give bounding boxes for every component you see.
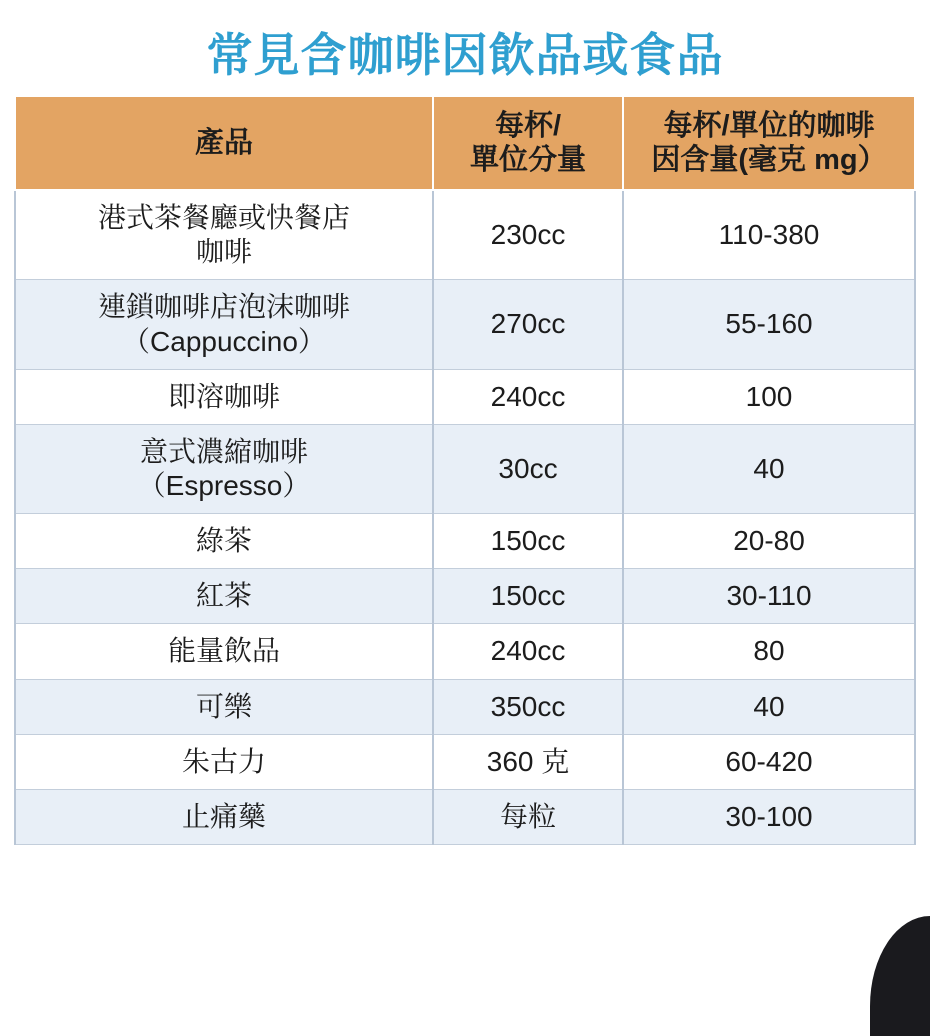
table-row: [15, 514, 915, 569]
page-title: 常見含咖啡因飲品或食品: [206, 29, 724, 81]
cell-product-line1: 能量飲品: [167, 635, 280, 667]
table-body: [15, 190, 915, 845]
cell-serving: 30cc: [433, 424, 623, 513]
table-row: [15, 369, 915, 424]
table-row: [15, 789, 915, 844]
cell-serving: 350cc: [433, 679, 623, 734]
cell-caffeine: 110-380: [623, 190, 915, 280]
table-header: [15, 96, 915, 190]
column-header-serving-line1: 每杯/: [494, 109, 562, 142]
table-row: [15, 280, 915, 369]
cell-caffeine: 30-100: [623, 789, 915, 844]
cell-caffeine: 40: [623, 424, 915, 513]
cell-product: [15, 789, 433, 844]
table-row: [15, 190, 915, 280]
cell-product: [15, 369, 433, 424]
column-header-product: [15, 96, 433, 190]
table-row: [15, 569, 915, 624]
cell-caffeine: 100: [623, 369, 915, 424]
cell-caffeine: 80: [623, 624, 915, 679]
column-header-serving: [433, 96, 623, 190]
cell-caffeine: 20-80: [623, 514, 915, 569]
cell-caffeine: 60-420: [623, 734, 915, 789]
cell-product: [15, 190, 433, 280]
table-row: [15, 624, 915, 679]
cell-caffeine: 30-110: [623, 569, 915, 624]
cell-product-line1: 綠茶: [195, 525, 252, 557]
cell-caffeine: 55-160: [623, 280, 915, 369]
cell-product-line2: （Cappuccino）: [122, 325, 326, 357]
cell-product-line1: 意式濃縮咖啡: [139, 435, 308, 467]
cell-serving: 270cc: [433, 280, 623, 369]
cell-serving: 230cc: [433, 190, 623, 280]
cell-product-line2: 咖啡: [195, 236, 252, 268]
column-header-caffeine: [623, 96, 915, 190]
cell-serving: 每粒: [433, 789, 623, 844]
column-header-serving-line2: 單位分量: [469, 143, 586, 176]
column-header-caffeine-line2: 因含量(毫克 mg）: [651, 143, 887, 176]
cell-product-line1: 可樂: [195, 690, 252, 722]
column-header-product-label: 產品: [194, 126, 253, 159]
cell-serving: 150cc: [433, 569, 623, 624]
cell-product-line1: 即溶咖啡: [167, 380, 280, 412]
cell-caffeine: 40: [623, 679, 915, 734]
cell-product-line2: （Espresso）: [137, 469, 311, 501]
cell-product-line1: 紅茶: [195, 580, 252, 612]
cell-product: [15, 514, 433, 569]
cell-product-line1: 連鎖咖啡店泡沫咖啡: [97, 291, 350, 323]
cell-product-line1: 港式茶餐廳或快餐店: [97, 202, 350, 234]
caffeine-table: [14, 95, 916, 845]
table-row: [15, 734, 915, 789]
cell-product: [15, 734, 433, 789]
table-header-row: [15, 96, 915, 190]
cell-product: [15, 569, 433, 624]
column-header-caffeine-line1: 每杯/單位的咖啡: [663, 109, 875, 142]
decorative-corner-shape: [870, 916, 930, 1036]
cell-serving: 150cc: [433, 514, 623, 569]
cell-serving: 360 克: [433, 734, 623, 789]
cell-product-line1: 朱古力: [181, 745, 266, 777]
cell-product: [15, 624, 433, 679]
cell-serving: 240cc: [433, 369, 623, 424]
table-row: [15, 424, 915, 513]
cell-product-line1: 止痛藥: [181, 800, 266, 832]
cell-product: [15, 280, 433, 369]
cell-serving: 240cc: [433, 624, 623, 679]
table-row: [15, 679, 915, 734]
cell-product: [15, 679, 433, 734]
cell-product: [15, 424, 433, 513]
